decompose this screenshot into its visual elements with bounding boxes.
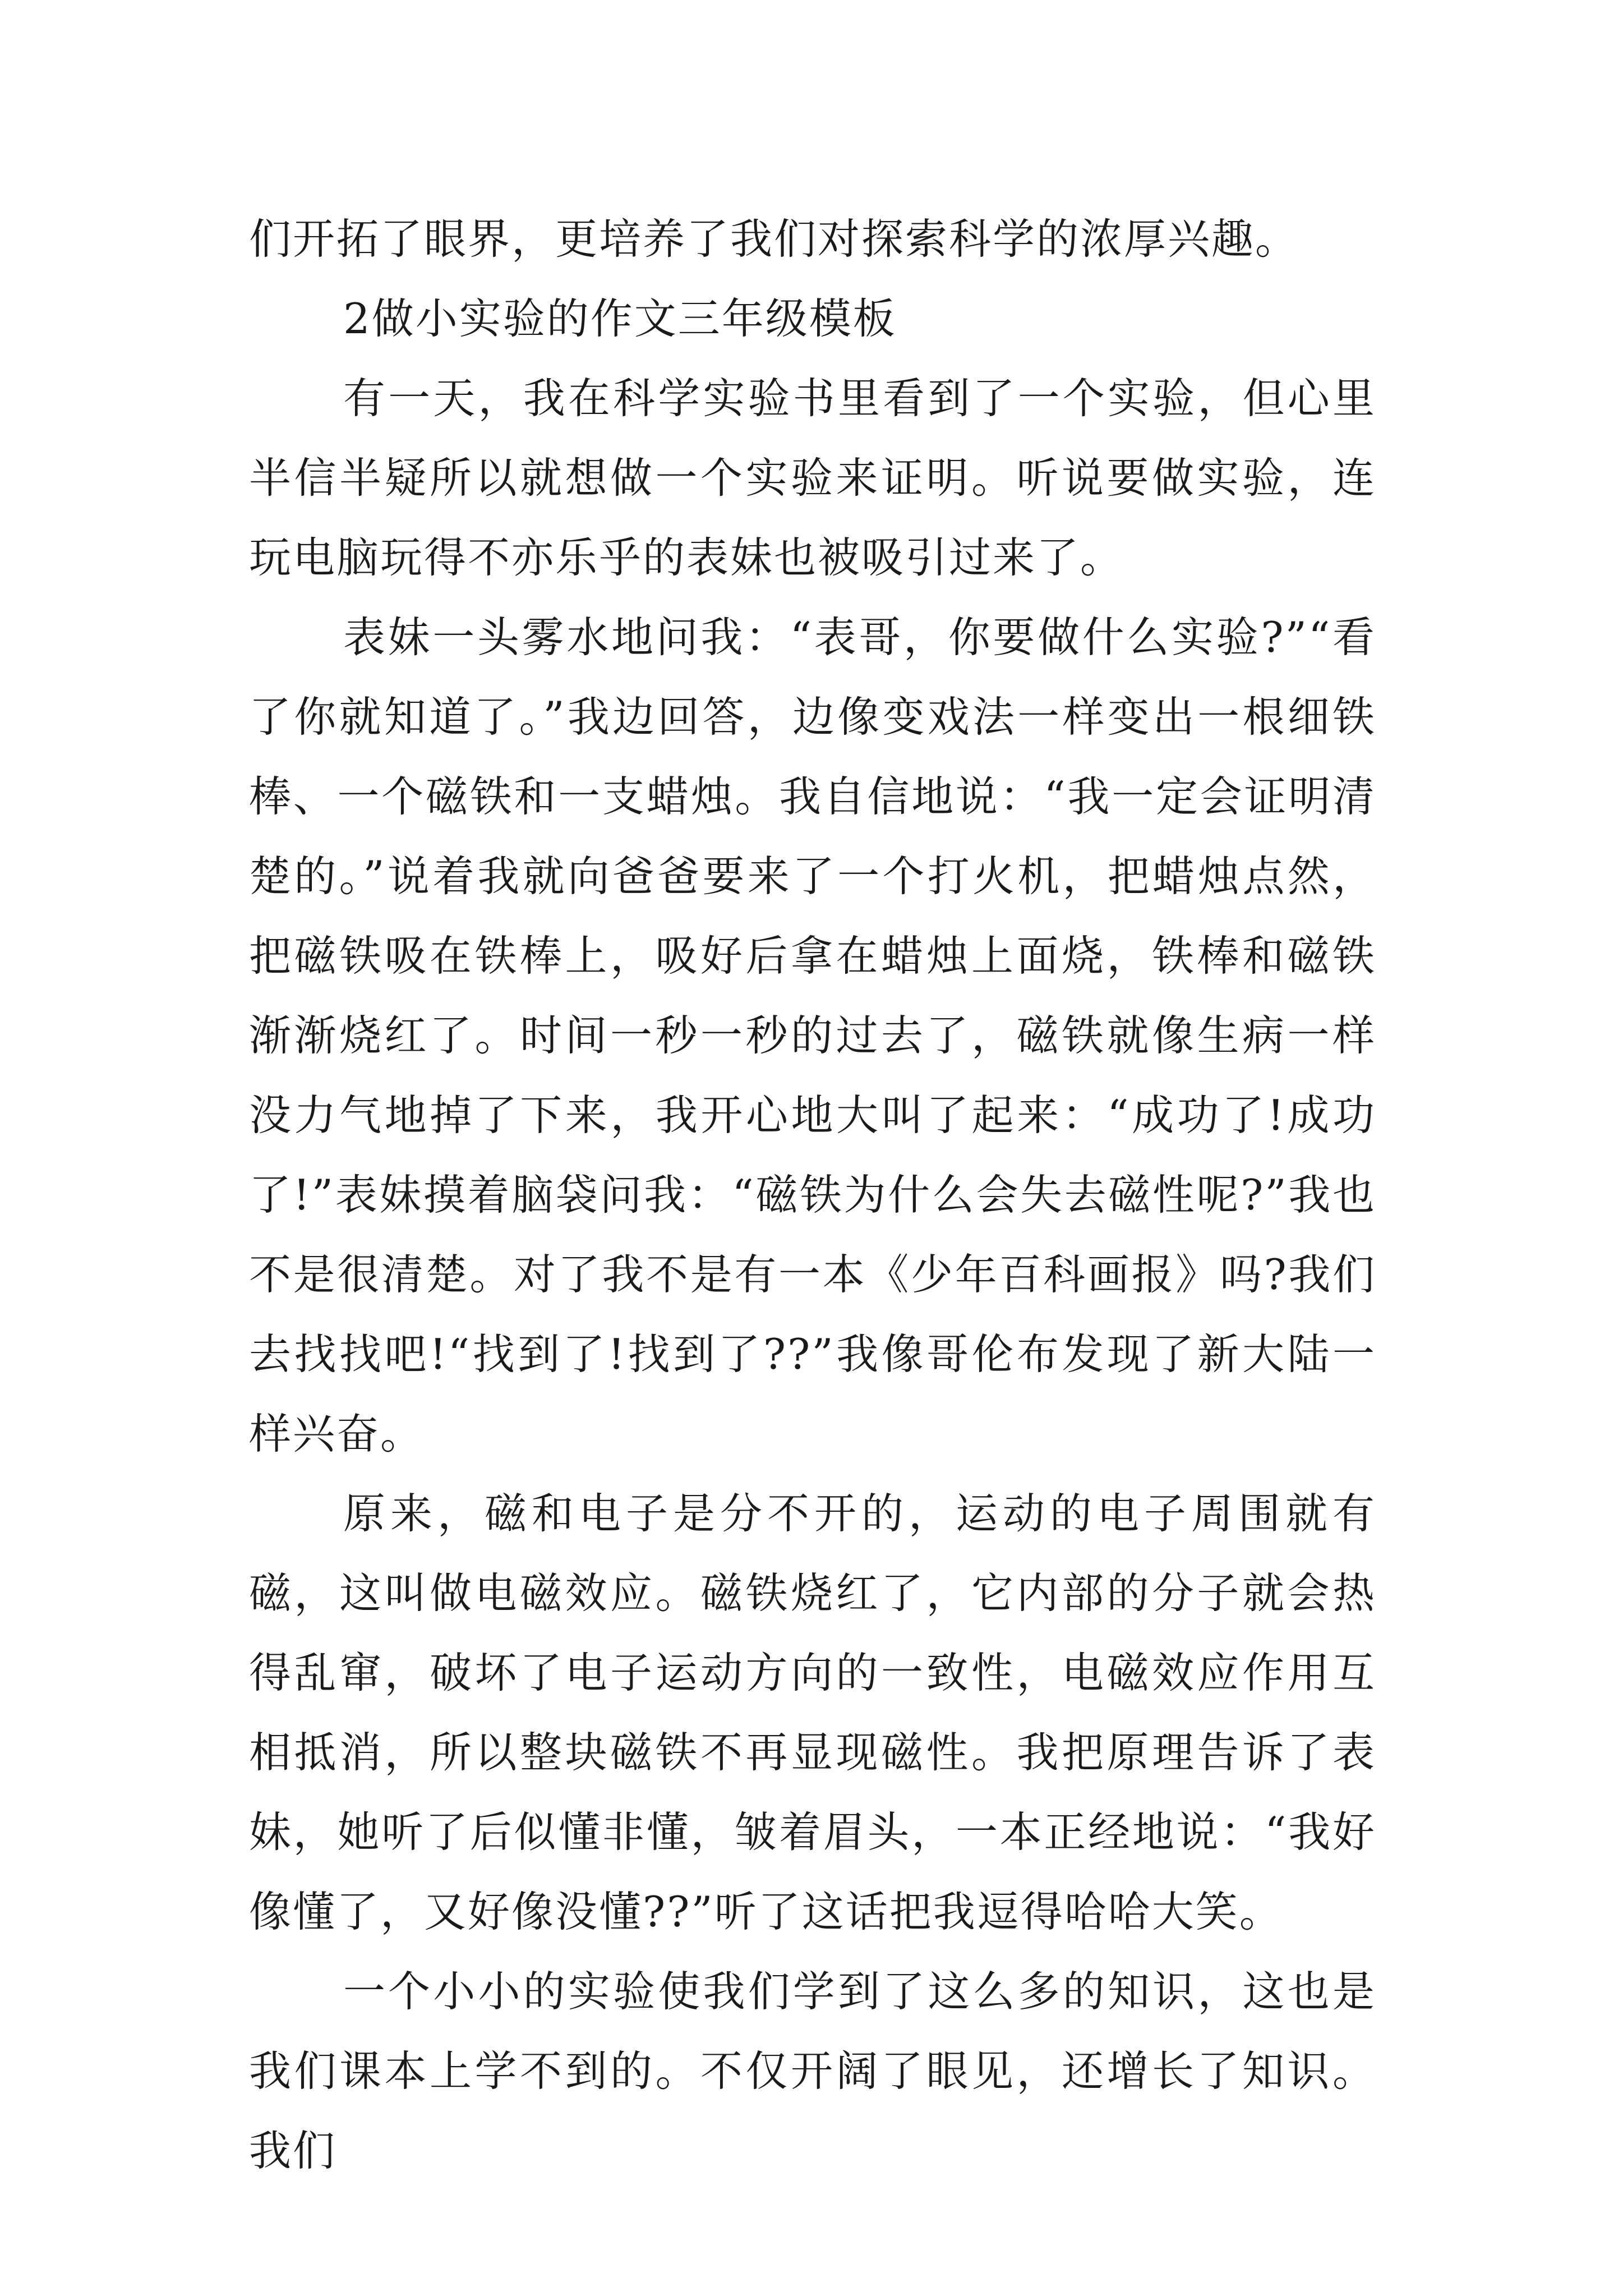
document-body xyxy=(249,199,1376,2191)
section-heading: 2做小实验的作文三年级模板 xyxy=(343,294,897,343)
paragraph: 表妹一头雾水地问我：“表哥，你要做什么实验?”“看了你就知道了。”我边回答，边像变戏法一样变出一根细铁棒、一个磁铁和一支蜡烛。我自信地说：“我一定会证明清楚的。”说着我就向爸爸要来了一个打火机，把蜡烛点然，把磁铁吸在铁棒上，吸好后拿在蜡烛上面烧，铁棒和磁铁渐渐烧红了。时间一秒一秒的过去了，磁铁就像生病一样没力气地掉了下来，我开心地大叫了起来：“成功了!成功了!”表妹摸着脑袋问我：“磁铁为什么会失去磁性呢?”我也不是很清楚。对了我不是有一本《少年百科画报》吗?我们去找找吧!“找到了!找到了??”我像哥伦布发现了新大陆一样兴奋。 xyxy=(249,613,1376,1458)
paragraph: 有一天，我在科学实验书里看到了一个实验，但心里半信半疑所以就想做一个实验来证明。听说要做实验，连玩电脑玩得不亦乐乎的表妹也被吸引过来了。 xyxy=(249,374,1376,582)
paragraph: 一个小小的实验使我们学到了这么多的知识，这也是我们课本上学不到的。不仅开阔了眼见，还增长了知识。我们 xyxy=(249,1967,1376,2175)
paragraph-continuation: 们开拓了眼界，更培养了我们对探索科学的浓厚兴趣。 xyxy=(249,214,1299,264)
paragraph: 原来，磁和电子是分不开的，运动的电子周围就有磁，这叫做电磁效应。磁铁烧红了，它内部的分子就会热得乱窜，破坏了电子运动方向的一致性，电磁效应作用互相抵消，所以整块磁铁不再显现磁性。我把原理告诉了表妹，她听了后似懂非懂，皱着眉头，一本正经地说：“我好像懂了，又好像没懂??”听了这话把我逗得哈哈大笑。 xyxy=(249,1489,1376,1936)
